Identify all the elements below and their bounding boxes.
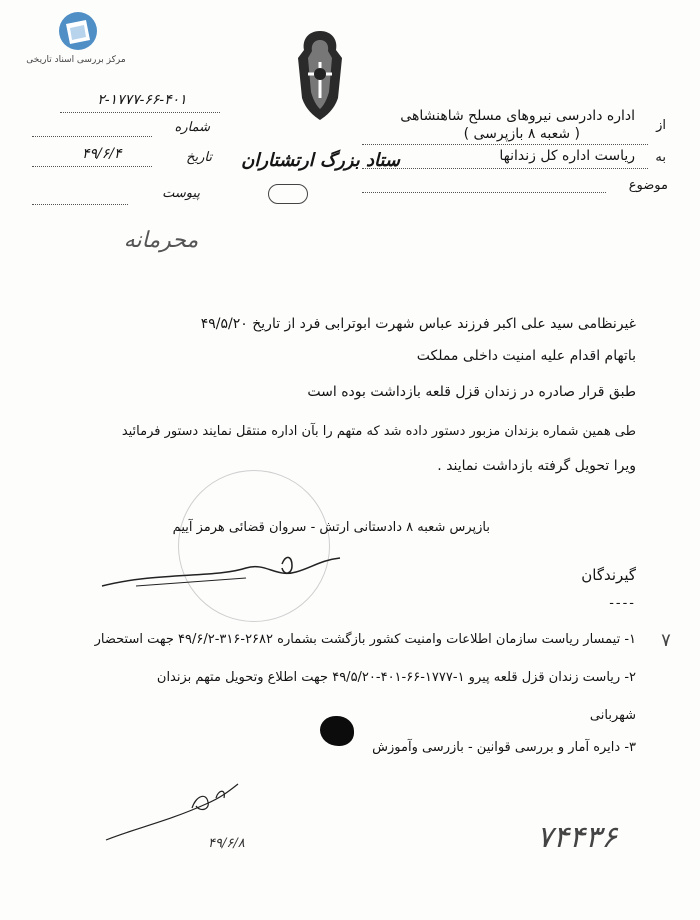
recipient-value: ریاست اداره کل زندانها [499,148,635,164]
archive-number: ۷۴۴۳۶ [536,820,618,855]
organization-name: ستاد بزرگ ارتشتاران [241,150,400,171]
archive-logo-icon [48,10,108,52]
faint-round-seal [178,470,330,622]
recipients-separator: ---- [609,596,636,611]
date-value: ۴۹/۶/۴ [82,146,122,162]
signature-mark [96,548,346,598]
date-label: تاریخ [186,150,212,165]
emblem-icon [288,28,352,123]
body-line-2: باتهام اقدام علیه امنیت داخلی مملکت [416,348,636,364]
ink-blot [320,716,354,746]
number-line [32,136,152,137]
recipient-label: به [655,150,666,165]
body-line-1: غیرنظامی سید علی اکبر فرزند عباس شهرت ابوترابی فرد از تاریخ ۴۹/۵/۲۰ [200,316,636,332]
body-line-4: طی همین شماره بزندان مزبور دستور داده شد که متهم را بآن اداره منتقل نمایند دستور فرمائید [121,424,636,439]
recipient-item-1: ۱- تیمسار ریاست سازمان اطلاعات وامنیت کشور بازگشت بشماره ۲۶۸۲-۳۱۶-۴۹/۶/۲ جهت استحضار [94,632,636,647]
army-emblem [288,28,352,123]
reference-underline [60,112,220,113]
subject-label: موضوع [628,178,668,193]
body-line-3: طبق قرار صادره در زندان قزل قلعه بازداشت بوده است [307,384,636,400]
handwritten-date: ۴۹/۶/۸ [208,836,245,851]
archive-logo [20,10,132,70]
recipient-item-3: ۳- دایره آمار و بررسی قوانین - بازرسی وآموزش [372,740,636,755]
subject-dotted-line [362,192,606,193]
from-label: از [656,118,666,133]
from-dotted-line [362,144,648,145]
signatory: بازپرس شعبه ۸ دادستانی ارتش - سروان قضائی هرمز آییم [172,520,490,535]
archive-logo-caption: مرکز بررسی اسناد تاریخی [26,55,126,65]
body-line-5: ویرا تحویل گرفته بازداشت نمایند . [437,458,636,474]
from-line-1: اداره دادرسی نیروهای مسلح شاهنشاهی [400,108,635,124]
margin-mark: ۷ [661,630,671,651]
recipient-item-2: ۲- ریاست زندان قزل قلعه پیرو ۱-۱۷۷۷-۶۶-۴۰۱-۴۹/۵/۲۰ جهت اطلاع وتحویل متهم بزندان [156,670,636,685]
confidential-handwriting: محرمانه [123,228,199,253]
recipients-heading: گیرندگان [581,566,636,584]
date-line [32,166,152,167]
top-reference-number: ۲-۱۷۷۷-۶۶-۴۰۱ [97,92,187,108]
org-sub-stamp [268,184,308,204]
recipient-item-2-cont: شهربانی [589,708,636,723]
attachment-label: پیوست [162,186,200,201]
from-line-2: ( شعبه ۸ بازپرسی ) [463,126,580,142]
number-label: شماره [174,120,210,135]
recipient-dotted-line [362,168,648,169]
attachment-line [32,204,128,205]
